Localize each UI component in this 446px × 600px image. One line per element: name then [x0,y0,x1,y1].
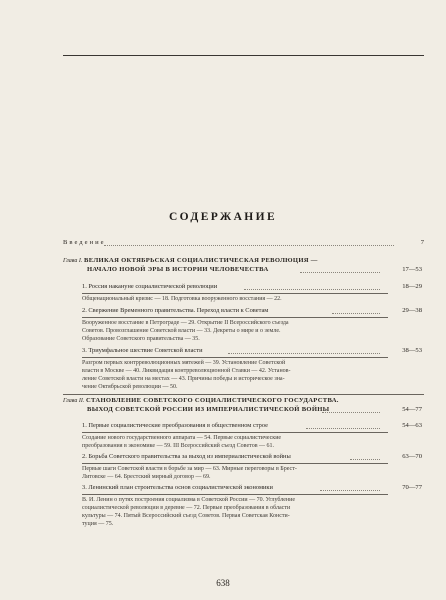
chapter-1-section-2-desc-line3: Образование Советского правительства — 35. [82,336,200,342]
page-title: СОДЕРЖАНИЕ [168,211,278,223]
chapter-1-section-2-title: 2. Свержение Временного правительства. Переход власти к Советам [82,307,269,314]
chapter-1-section-3-desc-line4: чение Октябрьской революции — 50. [82,384,178,390]
section-divider [82,494,388,495]
page-number: 638 [216,578,230,588]
chapter-2-pages: 54—77 [402,406,422,413]
toc-dots [300,272,380,273]
chapter-1-section-1-pages: 18—29 [402,283,422,290]
section-divider [82,317,388,318]
toc-dots [320,490,380,491]
toc-dots [322,412,380,413]
chapter-2-section-1-desc-line1: Создание нового государственного аппарата — 54. Первые социалистические [82,435,282,441]
chapter-2-title-line2: ВЫХОД СОВЕТСКОЙ РОССИИ ИЗ ИМПЕРИАЛИСТИЧЕСКОЙ ВОЙНЫ [87,406,330,413]
section-divider [82,463,388,464]
chapter-1-section-2-pages: 29—38 [402,307,422,314]
section-divider [82,293,388,294]
chapter-1-section-1-title: 1. Россия накануне социалистической революции [82,283,218,290]
chapter-2-section-3-title: 3. Ленинский план строительства основ социалистической экономики [82,484,273,491]
chapter-2-section-3-desc-line3: культуры — 74. Пятый Всероссийский съезд Советов. Первая Советская Консти- [82,513,290,519]
chapter-2-section-3-desc-line4: туция — 75. [82,521,114,527]
chapter-1-section-3-pages: 38—53 [402,347,422,354]
chapter-2-label: Глава II. [63,398,85,404]
chapter-2-section-1-pages: 54—63 [402,422,422,429]
chapter-2-section-2-desc-line2: Литовске — 64. Брестский мирный договор — 69. [82,474,211,480]
chapter-1-pages: 17—53 [402,266,422,273]
chapter-2-section-2-pages: 63—70 [402,453,422,460]
chapter-2-section-2-title: 2. Борьба Советского правительства за выход из империалистической войны [82,453,291,460]
chapter-1-title-line2: НАЧАЛО НОВОЙ ЭРЫ В ИСТОРИИ ЧЕЛОВЕЧЕСТВА [87,266,269,273]
chapter-1-section-3-desc-line3: ление Советской власти на местах — 43. Причины победы и историческое зна- [82,376,285,382]
toc-chapter-1 [63,257,363,265]
chapter-1-section-1-desc-line1: Общенациональный кризис — 18. Подготовка вооруженного восстания — 22. [82,296,282,302]
chapter-1-label: Глава I. [63,258,83,264]
chapter-2-section-1-title: 1. Первые социалистические преобразования в общественном строе [82,422,268,429]
chapter-2-section-2-desc-line1: Первые шаги Советской власти в борьбе за мир — 63. Мирные переговоры в Брест- [82,466,297,472]
chapter-divider [63,394,424,395]
toc-intro-page: 7 [420,239,424,246]
toc-intro-label: Введение [63,239,106,246]
chapter-2-section-3-pages: 70—77 [402,484,422,491]
toc-dots [306,428,380,429]
chapter-2-section-3-desc-line1: В. И. Ленин о путях построения социализма в Советской России — 70. Углубление [82,497,296,503]
toc-dots [332,313,380,314]
chapter-1-section-3-desc-line2: власти в Москве — 40. Ликвидация контрреволюционной Ставки — 42. Установ- [82,368,291,374]
chapter-2-section-3-desc-line2: социалистической революции в деревне — 72. Первые преобразования в области [82,505,291,511]
section-divider [82,432,388,433]
toc-dots [244,289,380,290]
toc-dots [350,459,380,460]
chapter-1-section-3-title: 3. Триумфальное шествие Советской власти [82,347,203,354]
chapter-2-section-1-desc-line2: преобразования в экономике — 59. III Всероссийский съезд Советов — 61. [82,443,275,449]
chapter-1-section-2-desc-line1: Вооруженное восстание в Петрограде — 29. Открытие II Всероссийского съезда [82,320,289,326]
toc-dots [228,353,380,354]
chapter-1-section-2-desc-line2: Советов. Провозглашение Советской власти — 33. Декреты о мире и о земле. [82,328,281,334]
top-rule [63,55,424,56]
chapter-1-section-3-desc-line1: Разгром первых контрреволюционных мятежей — 39. Установление Советской [82,360,286,366]
toc-dots [104,245,394,246]
chapter-2-title-line1: СТАНОВЛЕНИЕ СОВЕТСКОГО СОЦИАЛИСТИЧЕСКОГО ГОСУДАРСТВА. [86,397,339,404]
section-divider [82,357,388,358]
toc-chapter-2 [63,397,393,405]
chapter-1-title-line1: ВЕЛИКАЯ ОКТЯБРЬСКАЯ СОЦИАЛИСТИЧЕСКАЯ РЕВОЛЮЦИЯ — [84,257,318,264]
